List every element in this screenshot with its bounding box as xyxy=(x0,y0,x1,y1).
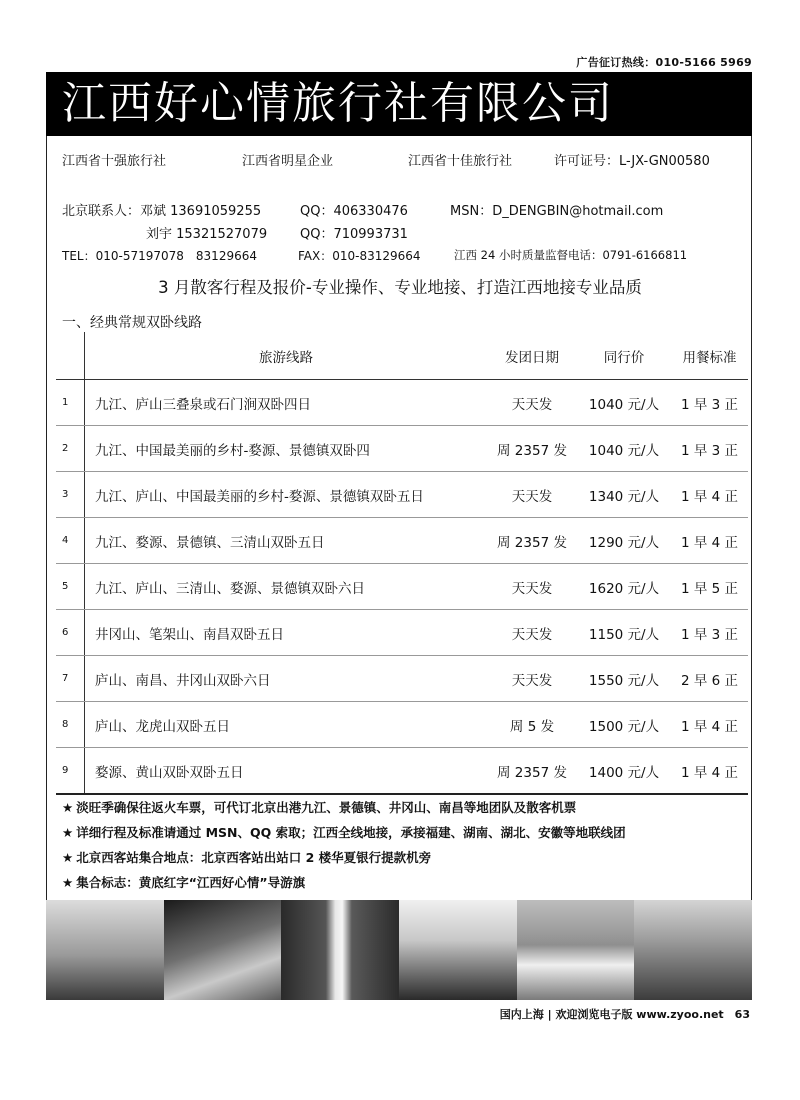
row-no: 4 xyxy=(56,518,85,564)
credential-2: 江西省明星企业 xyxy=(242,154,334,169)
row-route: 庐山、南昌、井冈山双卧六日 xyxy=(85,656,488,702)
row-route: 庐山、龙虎山双卧五日 xyxy=(85,702,488,748)
title-banner xyxy=(46,72,752,136)
table-row xyxy=(56,702,748,748)
tel: TEL：010-57197078 83129664 xyxy=(62,249,257,263)
note-item xyxy=(62,873,305,891)
quality-hotline: 江西 24 小时质量监督电话：0791-6166811 xyxy=(454,248,688,262)
table-row xyxy=(56,610,748,656)
star-icon: ★ xyxy=(62,875,74,890)
star-icon: ★ xyxy=(62,825,74,840)
headline: 3 月散客行程及报价-专业操作、专业地接、打造江西地接专业品质 xyxy=(158,278,642,297)
mountain-photo xyxy=(46,900,164,1000)
row-no: 5 xyxy=(56,564,85,610)
row-price: 1620 元/人 xyxy=(577,564,671,610)
contact-1-qq: QQ：406330476 xyxy=(300,204,408,219)
table-row xyxy=(56,380,748,426)
star-icon: ★ xyxy=(62,850,74,865)
row-no: 9 xyxy=(56,748,85,795)
row-date: 周 5 发 xyxy=(487,702,577,748)
footer: 国内上海 | 欢迎浏览电子版 www.zyoo.net 63 xyxy=(499,1008,750,1021)
table-row xyxy=(56,656,748,702)
row-price: 1400 元/人 xyxy=(577,748,671,795)
note-text: 北京西客站集合地点：北京西客站出站口 2 楼华夏银行提款机旁 xyxy=(76,850,432,865)
row-meal: 2 早 6 正 xyxy=(671,656,748,702)
waterfall-photo xyxy=(281,900,399,1000)
row-date: 周 2357 发 xyxy=(487,748,577,795)
header-meal: 用餐标准 xyxy=(671,332,748,380)
routes-table xyxy=(56,332,748,795)
contact-2: 刘宇 15321527079 xyxy=(146,227,268,242)
cloud-sea-photo xyxy=(164,900,282,1000)
credential-1: 江西省十强旅行社 xyxy=(62,154,167,169)
contact-2-qq: QQ：710993731 xyxy=(300,227,408,242)
row-meal: 1 早 5 正 xyxy=(671,564,748,610)
row-no: 1 xyxy=(56,380,85,426)
row-route: 井冈山、笔架山、南昌双卧五日 xyxy=(85,610,488,656)
star-icon: ★ xyxy=(62,800,74,815)
ad-hotline: 广告征订热线：010-5166 5969 xyxy=(576,56,752,69)
note-item xyxy=(62,823,626,841)
row-date: 天天发 xyxy=(487,656,577,702)
table-header-row xyxy=(56,332,748,380)
row-price: 1500 元/人 xyxy=(577,702,671,748)
row-price: 1040 元/人 xyxy=(577,426,671,472)
row-price: 1340 元/人 xyxy=(577,472,671,518)
header-route: 旅游线路 xyxy=(85,332,488,380)
header-price: 同行价 xyxy=(577,332,671,380)
fax: FAX：010-83129664 xyxy=(298,249,421,263)
row-meal: 1 早 4 正 xyxy=(671,702,748,748)
table-row xyxy=(56,564,748,610)
row-no: 6 xyxy=(56,610,85,656)
contact-1: 北京联系人：邓斌 13691059255 xyxy=(62,204,262,219)
row-date: 周 2357 发 xyxy=(487,518,577,564)
row-price: 1150 元/人 xyxy=(577,610,671,656)
row-meal: 1 早 3 正 xyxy=(671,426,748,472)
table-row xyxy=(56,748,748,795)
row-no: 2 xyxy=(56,426,85,472)
table-row xyxy=(56,426,748,472)
note-item xyxy=(62,798,576,816)
photo-strip xyxy=(46,900,752,1000)
row-route: 婺源、黄山双卧双卧五日 xyxy=(85,748,488,795)
row-price: 1290 元/人 xyxy=(577,518,671,564)
row-meal: 1 早 4 正 xyxy=(671,472,748,518)
row-date: 天天发 xyxy=(487,380,577,426)
row-date: 天天发 xyxy=(487,472,577,518)
row-meal: 1 早 4 正 xyxy=(671,518,748,564)
peak-photo xyxy=(399,900,517,1000)
row-date: 周 2357 发 xyxy=(487,426,577,472)
credential-3: 江西省十佳旅行社 xyxy=(408,154,513,169)
note-text: 详细行程及标准请通过 MSN、QQ 索取；江西全线地接，承接福建、湖南、湖北、安徽等地联线团 xyxy=(76,825,626,840)
contact-msn[interactable]: MSN：D_DENGBIN@hotmail.com xyxy=(450,204,664,219)
header-no xyxy=(56,332,85,380)
row-meal: 1 早 3 正 xyxy=(671,610,748,656)
license-number: 许可证号：L-JX-GN00580 xyxy=(554,154,710,169)
row-price: 1550 元/人 xyxy=(577,656,671,702)
silhouette-photo xyxy=(634,900,752,1000)
row-no: 8 xyxy=(56,702,85,748)
row-route: 九江、庐山、中国最美丽的乡村-婺源、景德镇双卧五日 xyxy=(85,472,488,518)
row-route: 九江、庐山三叠泉或石门涧双卧四日 xyxy=(85,380,488,426)
row-route: 九江、庐山、三清山、婺源、景德镇双卧六日 xyxy=(85,564,488,610)
table-row xyxy=(56,518,748,564)
village-photo xyxy=(517,900,635,1000)
note-item xyxy=(62,848,431,866)
row-no: 7 xyxy=(56,656,85,702)
row-route: 九江、中国最美丽的乡村-婺源、景德镇双卧四 xyxy=(85,426,488,472)
row-date: 天天发 xyxy=(487,610,577,656)
row-route: 九江、婺源、景德镇、三清山双卧五日 xyxy=(85,518,488,564)
row-meal: 1 早 4 正 xyxy=(671,748,748,795)
row-no: 3 xyxy=(56,472,85,518)
company-title: 江西好心情旅行社有限公司 xyxy=(62,78,614,129)
header-date: 发团日期 xyxy=(487,332,577,380)
note-text: 集合标志：黄底红字“江西好心情”导游旗 xyxy=(76,875,306,890)
table-row xyxy=(56,472,748,518)
row-price: 1040 元/人 xyxy=(577,380,671,426)
row-meal: 1 早 3 正 xyxy=(671,380,748,426)
note-text: 淡旺季确保往返火车票，可代订北京出港九江、景德镇、井冈山、南昌等地团队及散客机票 xyxy=(76,800,577,815)
section-title: 一、经典常规双卧线路 xyxy=(62,315,202,331)
row-date: 天天发 xyxy=(487,564,577,610)
